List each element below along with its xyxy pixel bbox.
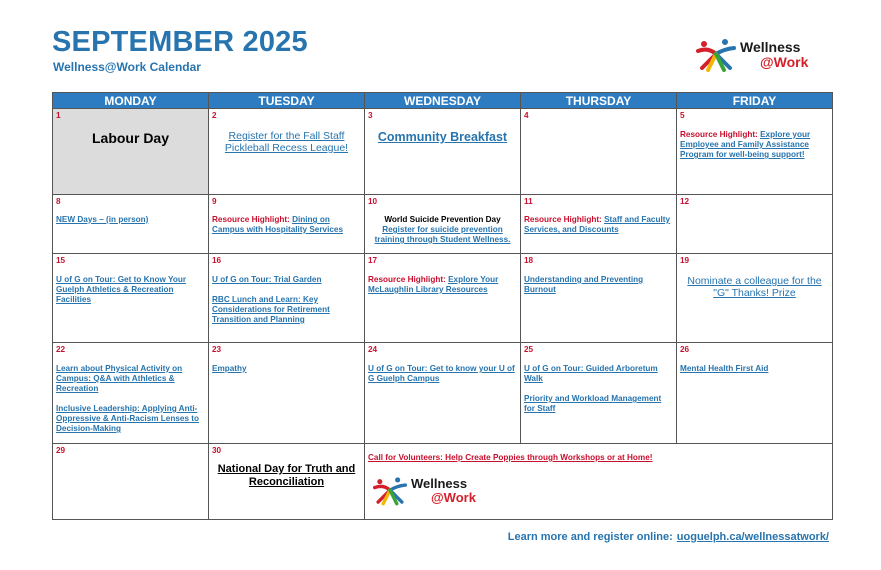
day-number: 11 — [524, 197, 533, 206]
volunteers-link[interactable]: Call for Volunteers: Help Create Poppies through Workshops or at Home! — [368, 453, 653, 462]
empathy-link[interactable]: Empathy — [212, 364, 247, 373]
day-cell-19 — [677, 254, 833, 343]
pickleball-link[interactable]: Register for the Fall Staff Pickleball Recess League! — [224, 130, 349, 154]
physical-activity-link[interactable]: Learn about Physical Activity on Campus: Q&A with Athletics & Recreation — [56, 364, 183, 393]
guelph-campus-tour-link[interactable]: U of G on Tour: Get to know your U of G Guelph Campus — [368, 364, 515, 383]
day-cell-17 — [365, 254, 521, 343]
header-wednesday: WEDNESDAY — [365, 93, 521, 109]
week-row-3 — [53, 254, 833, 343]
wellness-logo-small — [373, 476, 476, 506]
trial-garden-link[interactable]: U of G on Tour: Trial Garden — [212, 275, 322, 284]
day-number: 15 — [56, 256, 66, 265]
inclusive-leadership-link[interactable]: Inclusive Leadership: Applying Anti-Oppressive & Anti-Racism Lenses to Decision-Making — [56, 404, 200, 433]
rbc-lunch-link[interactable]: RBC Lunch and Learn: Key Considerations for Retirement Transition and Planning — [212, 295, 330, 324]
day-cell-1 — [53, 109, 209, 195]
day-number: 1 — [56, 111, 61, 120]
day-cell-30 — [209, 444, 365, 520]
header-monday: MONDAY — [53, 93, 209, 109]
library-link[interactable]: Explore Your McLaughlin Library Resources — [368, 275, 499, 294]
day-cell-15 — [53, 254, 209, 343]
day-cell-22 — [53, 343, 209, 444]
wellness-logo-icon — [373, 476, 407, 506]
wellness-logo-icon — [696, 38, 736, 72]
wellness-logo — [696, 38, 808, 72]
day-cell-11 — [521, 195, 677, 254]
day-number: 30 — [212, 446, 222, 455]
day-number: 22 — [56, 345, 66, 354]
header-thursday: THURSDAY — [521, 93, 677, 109]
wellness-logo-text — [411, 477, 476, 504]
mental-health-first-aid-link[interactable]: Mental Health First Aid — [680, 364, 769, 373]
day-number: 8 — [56, 197, 61, 206]
footer-text: Learn more and register online: — [507, 531, 673, 543]
resource-highlight-label: Resource Highlight: — [680, 130, 758, 139]
day-cell-4 — [521, 109, 677, 195]
staff-faculty-link[interactable]: Staff and Faculty Services, and Discounts — [524, 215, 671, 234]
dining-link[interactable]: Dining on Campus with Hospitality Services — [212, 215, 344, 234]
logo-wellness-word: Wellness — [740, 39, 801, 56]
day-cell-23 — [209, 343, 365, 444]
workload-management-link[interactable]: Priority and Workload Management for Staff — [524, 394, 662, 413]
day-number: 29 — [56, 446, 66, 455]
weekday-header-row — [53, 93, 833, 109]
footer — [508, 531, 829, 543]
header-friday: FRIDAY — [677, 93, 833, 109]
day-number: 18 — [524, 256, 534, 265]
day-number: 17 — [368, 256, 378, 265]
day-cell-29 — [53, 444, 209, 520]
day-cell-24 — [365, 343, 521, 444]
athletics-tour-link[interactable]: U of G on Tour: Get to Know Your Guelph Athletics & Recreation Facilities — [56, 275, 187, 304]
week-row-5 — [53, 444, 833, 520]
week-row-2 — [53, 195, 833, 254]
g-thanks-prize-link[interactable]: Nominate a colleague for the "G" Thanks! Prize — [687, 275, 822, 299]
day-number: 12 — [680, 197, 690, 206]
efap-link[interactable]: Explore your Employee and Family Assistance Program for well-being support! — [680, 130, 811, 159]
day-number: 24 — [368, 345, 378, 354]
day-number: 23 — [212, 345, 222, 354]
labour-day-label: Labour Day — [91, 130, 169, 146]
resource-highlight-label: Resource Highlight: — [212, 215, 290, 224]
volunteers-cell — [365, 444, 833, 520]
day-cell-9 — [209, 195, 365, 254]
day-cell-5 — [677, 109, 833, 195]
day-cell-8 — [53, 195, 209, 254]
community-breakfast-link[interactable]: Community Breakfast — [377, 130, 508, 144]
day-cell-2 — [209, 109, 365, 195]
day-number: 25 — [524, 345, 534, 354]
day-cell-12 — [677, 195, 833, 254]
resource-highlight-label: Resource Highlight: — [524, 215, 602, 224]
day-number: 26 — [680, 345, 690, 354]
truth-reconciliation-link[interactable]: National Day for Truth and Reconciliation — [217, 463, 356, 489]
day-cell-3 — [365, 109, 521, 195]
suicide-prevention-day-label: World Suicide Prevention Day — [384, 215, 501, 224]
logo-atwork-word: @Work — [760, 54, 809, 70]
week-row-1 — [53, 109, 833, 195]
logo-atwork-word: @Work — [431, 490, 476, 505]
page-subtitle: Wellness@Work Calendar — [53, 60, 201, 74]
header-tuesday: TUESDAY — [209, 93, 365, 109]
resource-highlight-label: Resource Highlight: — [368, 275, 446, 284]
day-cell-16 — [209, 254, 365, 343]
day-cell-10 — [365, 195, 521, 254]
day-number: 3 — [368, 111, 373, 120]
day-number: 19 — [680, 256, 690, 265]
burnout-link[interactable]: Understanding and Preventing Burnout — [524, 275, 644, 294]
week-row-4 — [53, 343, 833, 444]
day-cell-26 — [677, 343, 833, 444]
logo-wellness-word: Wellness — [411, 476, 468, 492]
calendar-grid — [52, 92, 833, 520]
day-number: 5 — [680, 111, 685, 120]
day-number: 2 — [212, 111, 217, 120]
page-title: SEPTEMBER 2025 — [52, 26, 308, 58]
day-cell-25 — [521, 343, 677, 444]
wellness-logo-text — [740, 40, 808, 69]
day-number: 16 — [212, 256, 222, 265]
suicide-prevention-link[interactable]: Register for suicide prevention training through Student Wellness. — [374, 225, 511, 244]
day-cell-18 — [521, 254, 677, 343]
day-number: 4 — [524, 111, 529, 120]
arboretum-walk-link[interactable]: U of G on Tour: Guided Arboretum Walk — [524, 364, 658, 383]
day-number: 9 — [212, 197, 217, 206]
footer-url-link[interactable]: uoguelph.ca/wellnessatwork/ — [676, 531, 829, 543]
new-days-link[interactable]: NEW Days – (in person) — [56, 215, 149, 224]
day-number: 10 — [368, 197, 378, 206]
